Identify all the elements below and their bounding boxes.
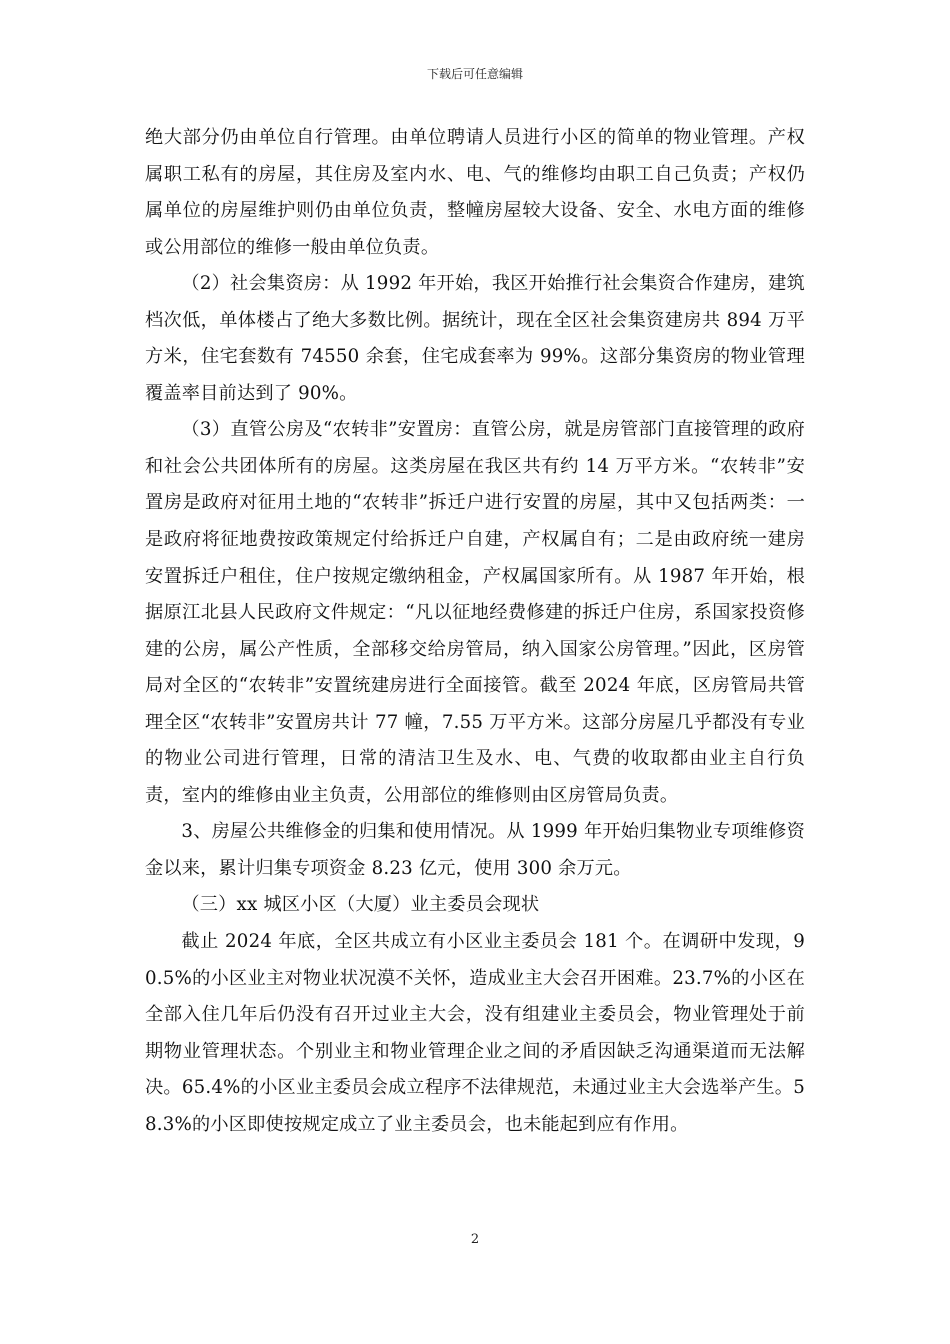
paragraph-maintenance-fund: 3、房屋公共维修金的归集和使用情况。从 1999 年开始归集物业专项维修资金以来，累计归集专项资金 8.23 亿元，使用 300 余万元。 — [145, 821, 805, 879]
paragraph-public-housing: （3）直管公房及“农转非”安置房：直管公房，就是房管部门直接管理的政府和社会公共团体所有的房屋。这类房屋在我区共有约 14 万平方米。“农转非”安置房是政府对征用土地的“农转非”拆迁户进行安置的房屋，其中又包括两类：一是政府将征地费按政策规定付给拆迁户自建，产权属自有；二是由政府统一建房安置拆迁户租住，住户按规定缴纳租金，产权属国家所有。从 1987 年开始，根据原江北县人民政府文件规定：“凡以征地经费修建的拆迁户住房，系国家投资修建的公房，属公产性质，全部移交给房管局，纳入国家公房管理。”因此，区房管局对全区的“农转非”安置统建房进行全面接管。截至 2024 年底，区房管局共管理全区“农转非”安置房共计 77 幢，7.55 万平方米。这部分房屋几乎都没有专业的物业公司进行管理，日常的清洁卫生及水、电、气费的收取都由业主自行负责，室内的维修由业主负责，公用部位的维修则由区房管局负责。 — [145, 419, 805, 806]
paragraph-continuation: 绝大部分仍由单位自行管理。由单位聘请人员进行小区的简单的物业管理。产权属职工私有的房屋，其住房及室内水、电、气的维修均由职工自己负责；产权仍属单位的房屋维护则仍由单位负责，整幢房屋较大设备、安全、水电方面的维修或公用部位的维修一般由单位负责。 — [145, 127, 805, 258]
paragraph-collective-housing: （2）社会集资房：从 1992 年开始，我区开始推行社会集资合作建房，建筑档次低，单体楼占了绝大多数比例。据统计，现在全区社会集资建房共 894 万平方米，住宅套数有 74550 余套，住宅成套率为 99%。这部分集资房的物业管理覆盖率目前达到了 90%。 — [145, 273, 805, 404]
section-heading-owners-committee: （三）xx 城区小区（大厦）业主委员会现状 — [181, 894, 540, 916]
page-header-note: 下载后可任意编辑 — [426, 67, 523, 81]
document-body — [145, 120, 805, 1143]
page-number: 2 — [470, 1232, 480, 1247]
paragraph-owners-committee: 截止 2024 年底，全区共成立有小区业主委员会 181 个。在调研中发现，90.5%的小区业主对物业状况漠不关怀，造成业主大会召开困难。23.7%的小区在全部入住几年后仍没有召开过业主大会，没有组建业主委员会，物业管理处于前期物业管理状态。个别业主和物业管理企业之间的矛盾因缺乏沟通渠道而无法解决。65.4%的小区业主委员会成立程序不法律规范，未通过业主大会选举产生。58.3%的小区即使按规定成立了业主委员会，也未能起到应有作用。 — [145, 931, 805, 1135]
